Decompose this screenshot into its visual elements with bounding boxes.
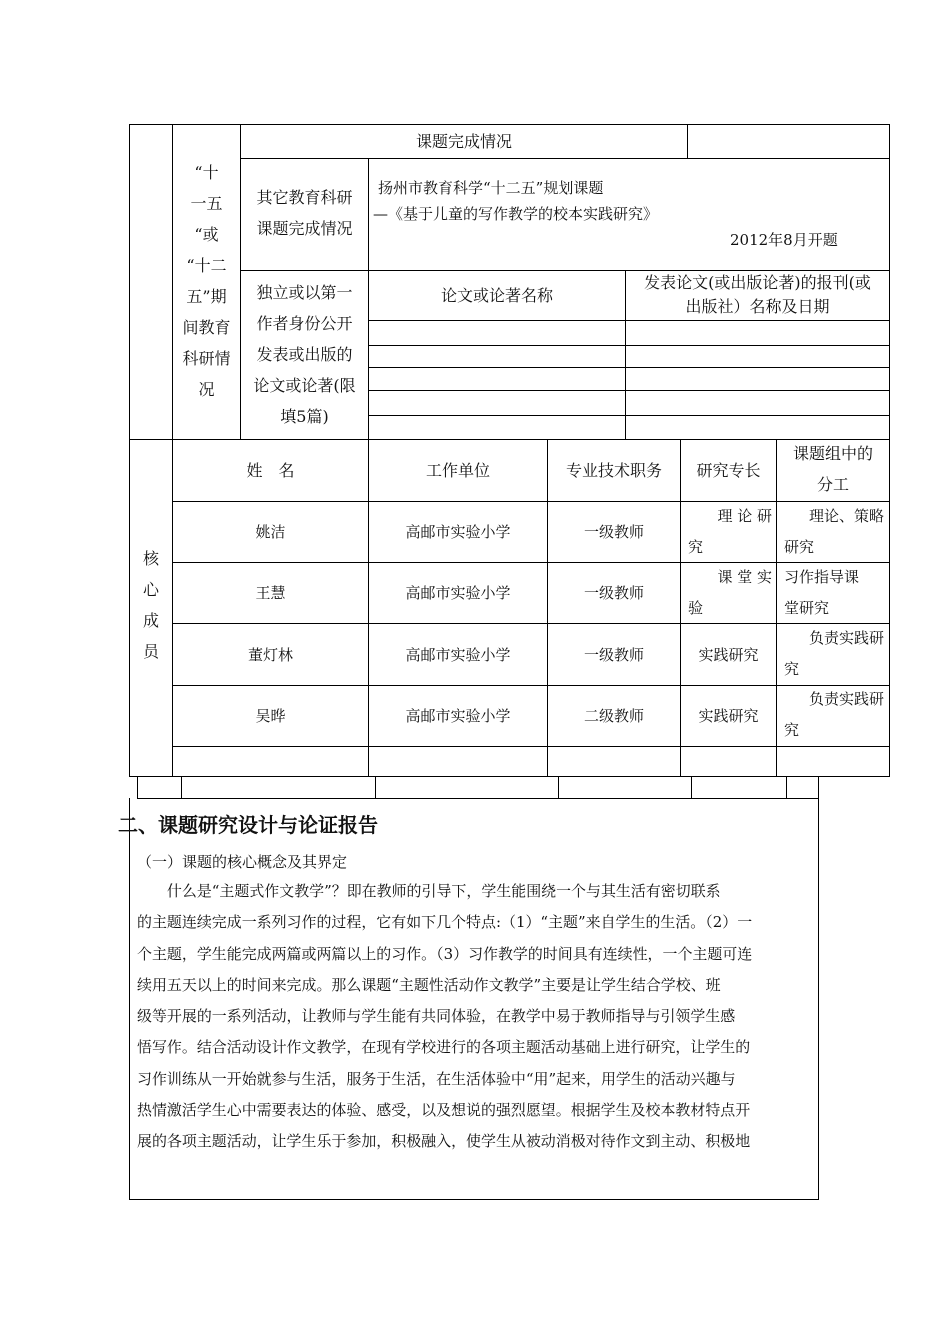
member-title: 一级教师 bbox=[583, 523, 644, 541]
other-project-name: —《基于儿童的写作教学的校本实践研究》 bbox=[373, 205, 659, 223]
member-title: 一级教师 bbox=[583, 645, 644, 664]
other-projects-label: 其它教育科研 课题完成情况 bbox=[256, 188, 353, 238]
completion-header: 课题完成情况 bbox=[415, 131, 512, 151]
member-role: 负责实践研 究 bbox=[784, 690, 884, 739]
papers-publisher-header: 发表论文(或出版论著)的报刊(或 出版社）名称及日期 bbox=[644, 273, 871, 316]
core-members-label: 核 心 成 员 bbox=[142, 549, 159, 661]
member-name: 王慧 bbox=[255, 584, 286, 602]
header-specialty: 研究专长 bbox=[696, 460, 761, 480]
member-specialty: 理 论 研 究 bbox=[688, 507, 772, 556]
member-role: 习作指导课 堂研究 bbox=[784, 568, 860, 617]
member-title: 一级教师 bbox=[583, 584, 644, 602]
header-unit: 工作单位 bbox=[425, 460, 490, 480]
member-specialty: 实践研究 bbox=[698, 645, 759, 664]
member-role: 负责实践研 究 bbox=[784, 629, 884, 678]
member-unit: 高邮市实验小学 bbox=[405, 645, 511, 664]
header-title: 专业技术职务 bbox=[565, 460, 662, 480]
papers-label: 独立或以第一 作者身份公开 发表或出版的 论文或论著(限 填5篇) bbox=[253, 283, 356, 426]
member-specialty: 实践研究 bbox=[698, 707, 759, 725]
member-specialty: 课 堂 实 验 bbox=[688, 568, 772, 617]
member-unit: 高邮市实验小学 bbox=[405, 584, 511, 602]
member-name: 姚洁 bbox=[255, 523, 286, 541]
member-role: 理论、策略 研究 bbox=[784, 507, 884, 556]
member-name: 董灯林 bbox=[247, 645, 293, 664]
subsection-heading: （一）课题的核心概念及其界定 bbox=[137, 853, 348, 871]
member-unit: 高邮市实验小学 bbox=[405, 523, 511, 541]
header-name: 姓 名 bbox=[246, 460, 295, 480]
header-role: 课题组中的 分工 bbox=[792, 444, 873, 494]
member-title: 二级教师 bbox=[583, 707, 644, 725]
section-heading: 二、课题研究设计与论证报告 bbox=[118, 813, 378, 837]
report-paragraph: 什么是“主题式作文教学”？即在教师的引导下，学生能围绕一个与其生活有密切联系 的主题连续完成一系列习作的过程，它有如下几个特点:（1）“主题”来自学生的生活。（2）一 个主题，学生能完成两篇或两篇以上的习作。（3）习作教学的时间具有连续性，一个主题可连 续用五天以上的时间来完成。那么课题“主题性活动作文教学”主要是让学生结合学校、班 级等开展的一系列活动，让教师与学生能有共同体验，在教学中易于教师指导与引领学生感 悟写作。结合活动设计作文教学，在现有学校进行的各项主题活动基础上进行研究，让学生的 习作训练从一开始就参与生活，服务于生活，在生活体验中“用”起来，用学生的活动兴趣与 热情激活学生心中需要表达的体验、感受，以及想说的强烈愿望。根据学生及校本教材特点开 展的各项主题活动，让学生乐于参加，积极融入，使学生从被动消极对待作文到主动、积极地 bbox=[137, 882, 753, 1151]
member-unit: 高邮市实验小学 bbox=[405, 707, 511, 725]
papers-name-header: 论文或论著名称 bbox=[440, 285, 553, 305]
other-project-title: 扬州市教育科学“十二五”规划课题 bbox=[378, 179, 604, 197]
other-project-date: 2012年8月开题 bbox=[730, 231, 838, 249]
period-label: “十 一五 “或 “十二 五”期 间教育 科研情 况 bbox=[182, 163, 231, 399]
member-name: 吴晔 bbox=[255, 707, 286, 725]
